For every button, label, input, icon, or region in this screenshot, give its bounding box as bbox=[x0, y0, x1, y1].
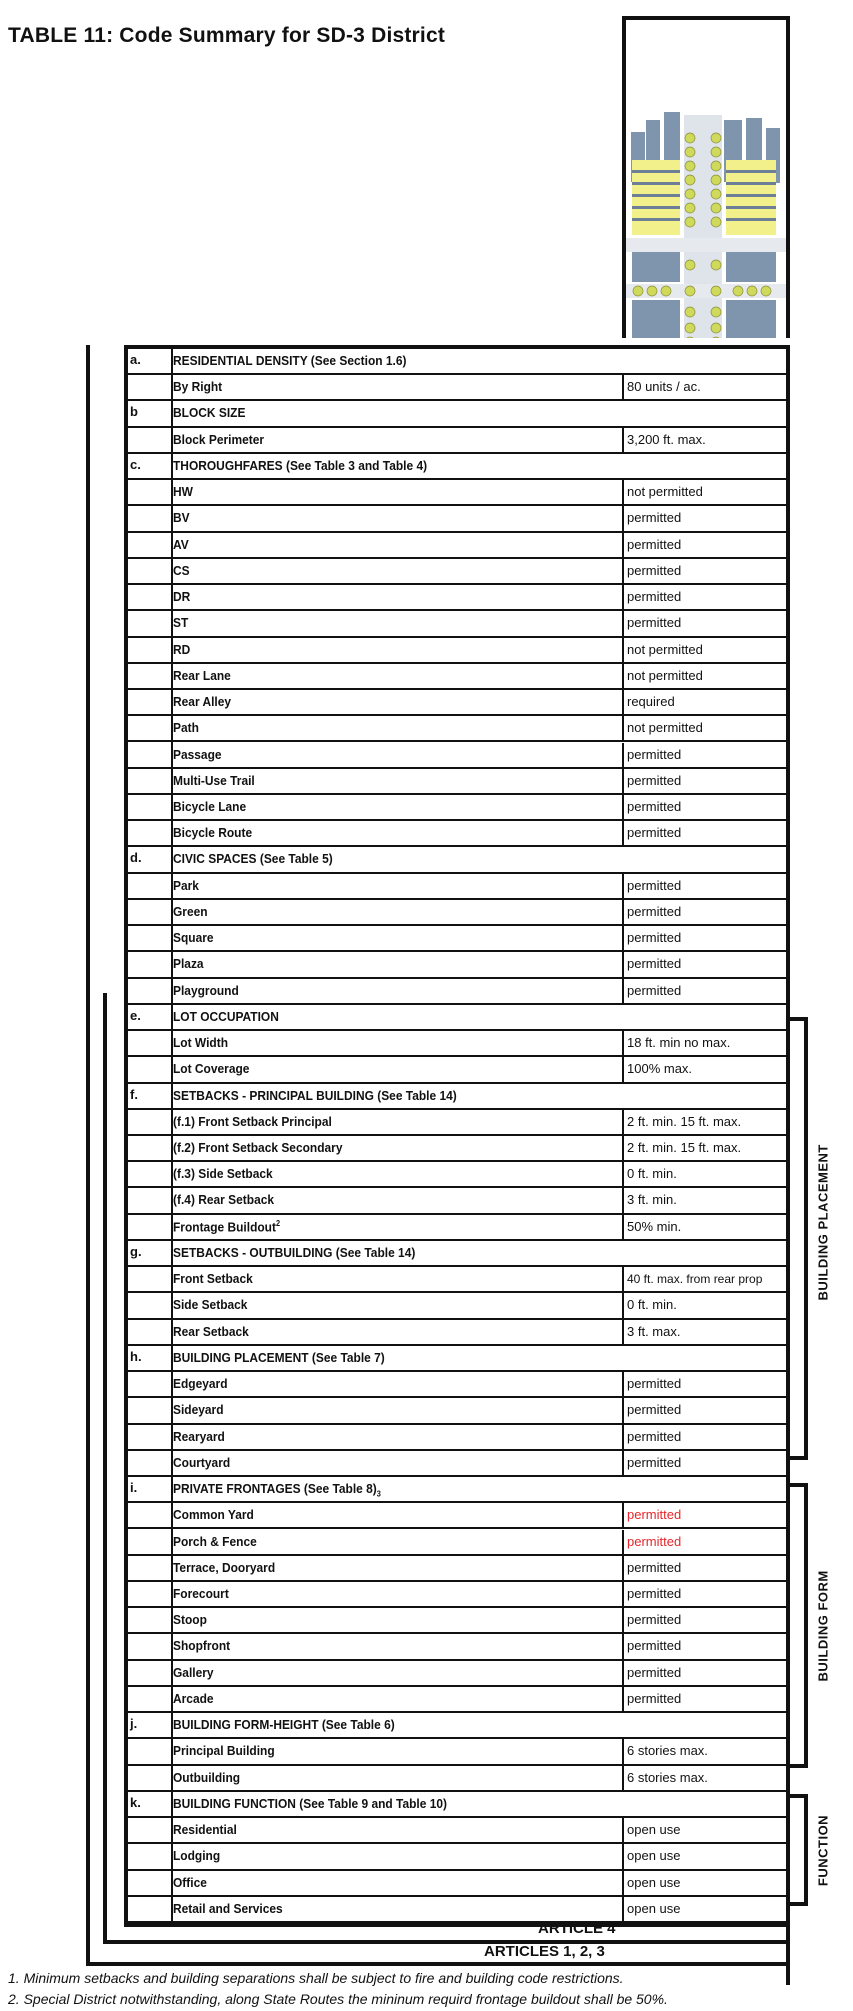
section-heading: PRIVATE FRONTAGES (See Table $8)_3$ bbox=[173, 1481, 381, 1499]
row-value: permitted bbox=[622, 611, 786, 635]
row-value: 3 ft. min. bbox=[622, 1188, 786, 1212]
table-row bbox=[128, 926, 786, 952]
row-value: permitted bbox=[622, 1582, 786, 1606]
row-label: Park bbox=[173, 877, 199, 893]
table-row bbox=[128, 1451, 786, 1477]
row-value: not permitted bbox=[622, 716, 786, 740]
row-label: Front Setback bbox=[173, 1271, 253, 1287]
row-label: By Right bbox=[173, 379, 223, 395]
row-value: 0 ft. min. bbox=[622, 1293, 786, 1317]
row-value: required bbox=[622, 690, 786, 714]
table-row bbox=[128, 1556, 786, 1582]
row-label: Bicycle Route bbox=[173, 825, 253, 841]
table-row bbox=[128, 1162, 786, 1188]
row-label: Square bbox=[173, 930, 214, 946]
table-row bbox=[128, 769, 786, 795]
table-row bbox=[128, 559, 786, 585]
row-value: 0 ft. min. bbox=[622, 1162, 786, 1186]
table-row bbox=[128, 1031, 786, 1057]
row-value: permitted bbox=[622, 1503, 786, 1527]
footnote-1: 1. Minimum setbacks and building separations shall be subject to fire and building code restrictions. bbox=[8, 1970, 624, 1986]
row-value: permitted bbox=[622, 926, 786, 950]
row-label: Frontage Buildout$^2$ bbox=[173, 1218, 281, 1235]
table-row bbox=[128, 1188, 786, 1214]
table-row bbox=[128, 1818, 786, 1844]
table-row bbox=[128, 1739, 786, 1765]
row-label: Sideyard bbox=[173, 1402, 224, 1418]
row-value: not permitted bbox=[622, 480, 786, 504]
function-bracket bbox=[788, 1794, 808, 1906]
table-row bbox=[128, 533, 786, 559]
row-label: Block Perimeter bbox=[173, 431, 265, 447]
footnote-2: 2. Special District notwithstanding, along State Routes the mininum requird frontage buildout shall be 50%. bbox=[8, 1991, 668, 2007]
table-row bbox=[128, 795, 786, 821]
section-heading-sub: 3 bbox=[376, 1489, 381, 1499]
row-value: permitted bbox=[622, 559, 786, 583]
table-row bbox=[128, 1503, 786, 1529]
row-label: AV bbox=[173, 536, 189, 552]
table-row bbox=[128, 1372, 786, 1398]
row-label: Courtyard bbox=[173, 1454, 231, 1470]
row-value: not permitted bbox=[622, 664, 786, 688]
row-label: Office bbox=[173, 1874, 207, 1890]
section-heading-row bbox=[128, 1346, 786, 1372]
row-label: Playground bbox=[173, 982, 239, 998]
row-value: permitted bbox=[622, 1556, 786, 1580]
row-label: Forecourt bbox=[173, 1585, 229, 1601]
row-value: permitted bbox=[622, 900, 786, 924]
code-summary-table bbox=[124, 345, 790, 1927]
row-value: permitted bbox=[622, 1687, 786, 1711]
articles-123-baseline bbox=[86, 1962, 790, 1966]
row-value: not permitted bbox=[622, 638, 786, 662]
section-heading: THOROUGHFARES (See Table 3 and Table 4) bbox=[173, 457, 428, 473]
row-value: permitted bbox=[622, 952, 786, 976]
table-row bbox=[128, 1687, 786, 1713]
row-value: 100% max. bbox=[622, 1057, 786, 1081]
row-value: 2 ft. min. 15 ft. max. bbox=[622, 1110, 786, 1134]
row-value: permitted bbox=[622, 533, 786, 557]
row-value: permitted bbox=[622, 1451, 786, 1475]
table-row bbox=[128, 480, 786, 506]
function-label: FUNCTION bbox=[815, 1814, 831, 1887]
section-letter: d. bbox=[130, 850, 142, 866]
table-row bbox=[128, 874, 786, 900]
row-label: (f.3) Side Setback bbox=[173, 1166, 273, 1182]
row-value: open use bbox=[622, 1844, 786, 1868]
table-row bbox=[128, 1530, 786, 1556]
row-value: permitted bbox=[622, 874, 786, 898]
row-label: (f.4) Rear Setback bbox=[173, 1192, 275, 1208]
table-row bbox=[128, 1661, 786, 1687]
row-label: Shopfront bbox=[173, 1638, 231, 1654]
table-row bbox=[128, 690, 786, 716]
table-row bbox=[128, 1766, 786, 1792]
section-heading-row bbox=[128, 1792, 786, 1818]
section-heading-row bbox=[128, 1713, 786, 1739]
page-title: TABLE 11: Code Summary for SD-3 District bbox=[8, 24, 446, 47]
table-row bbox=[128, 611, 786, 637]
row-label: Outbuilding bbox=[173, 1769, 241, 1785]
row-label: Rear Lane bbox=[173, 667, 231, 683]
row-label: CS bbox=[173, 562, 190, 578]
row-label: Residential bbox=[173, 1822, 237, 1838]
row-value: 80 units / ac. bbox=[622, 375, 786, 399]
row-value: 2 ft. min. 15 ft. max. bbox=[622, 1136, 786, 1160]
articles-123-bracket bbox=[86, 345, 90, 1965]
row-label: Lodging bbox=[173, 1848, 221, 1864]
building-placement-label: BUILDING PLACEMENT bbox=[815, 1144, 831, 1301]
row-label: Plaza bbox=[173, 956, 204, 972]
row-label: BV bbox=[173, 510, 190, 526]
row-value: permitted bbox=[622, 1372, 786, 1396]
row-value: permitted bbox=[622, 1634, 786, 1658]
table-row bbox=[128, 979, 786, 1005]
row-value: 6 stories max. bbox=[622, 1739, 786, 1763]
row-label-sup: 2 bbox=[275, 1218, 281, 1228]
building-placement-bracket bbox=[788, 1017, 808, 1460]
table-row bbox=[128, 821, 786, 847]
row-label: Principal Building bbox=[173, 1743, 275, 1759]
section-heading: CIVIC SPACES (See Table 5) bbox=[173, 851, 333, 867]
table-row bbox=[128, 1267, 786, 1293]
row-label: Common Yard bbox=[173, 1507, 254, 1523]
row-value: 3,200 ft. max. bbox=[622, 428, 786, 452]
table-row bbox=[128, 1136, 786, 1162]
table-row bbox=[128, 1425, 786, 1451]
row-value: 18 ft. min no max. bbox=[622, 1031, 786, 1055]
row-label: DR bbox=[173, 589, 191, 605]
row-label: Terrace, Dooryard bbox=[173, 1559, 276, 1575]
table-row bbox=[128, 1057, 786, 1083]
article-4-bracket bbox=[103, 993, 107, 1943]
table-row bbox=[128, 716, 786, 742]
section-heading: SETBACKS - PRINCIPAL BUILDING (See Table 14) bbox=[173, 1087, 457, 1103]
table-row bbox=[128, 506, 786, 532]
row-label: Lot Width bbox=[173, 1035, 229, 1051]
row-label: Path bbox=[173, 720, 199, 736]
section-heading: BLOCK SIZE bbox=[173, 405, 246, 421]
section-heading: BUILDING PLACEMENT (See Table 7) bbox=[173, 1349, 385, 1365]
row-label: Retail and Services bbox=[173, 1900, 283, 1916]
row-label: (f.2) Front Setback Secondary bbox=[173, 1140, 343, 1155]
table-row bbox=[128, 664, 786, 690]
row-label: Passage bbox=[173, 746, 222, 762]
table-row bbox=[128, 1871, 786, 1897]
row-label: RD bbox=[173, 641, 191, 657]
table-row bbox=[128, 1897, 786, 1923]
section-heading: RESIDENTIAL DENSITY (See Section 1.6) bbox=[173, 353, 407, 368]
section-heading-row bbox=[128, 1005, 786, 1031]
section-heading: SETBACKS - OUTBUILDING (See Table 14) bbox=[173, 1244, 416, 1260]
row-value: permitted bbox=[622, 1530, 786, 1554]
row-value: permitted bbox=[622, 979, 786, 1003]
section-letter: g. bbox=[130, 1243, 142, 1259]
section-heading-row bbox=[128, 454, 786, 480]
row-label: Porch & Fence bbox=[173, 1533, 257, 1549]
row-label: Stoop bbox=[173, 1612, 207, 1628]
row-label: ST bbox=[173, 615, 189, 631]
table-right-extension bbox=[786, 1925, 790, 1985]
row-label: HW bbox=[173, 484, 193, 500]
table-row bbox=[128, 428, 786, 454]
table-row bbox=[128, 1215, 786, 1241]
table-row bbox=[128, 952, 786, 978]
articles-123-label: ARTICLES 1, 2, 3 bbox=[484, 1943, 605, 1960]
table-row bbox=[128, 1320, 786, 1346]
section-letter: i. bbox=[130, 1480, 138, 1496]
row-label: Multi-Use Trail bbox=[173, 772, 255, 788]
row-value: permitted bbox=[622, 769, 786, 793]
row-label: Edgeyard bbox=[173, 1376, 228, 1392]
row-label: Gallery bbox=[173, 1664, 214, 1680]
section-letter: j. bbox=[130, 1716, 138, 1732]
row-value: 6 stories max. bbox=[622, 1766, 786, 1790]
row-value: permitted bbox=[622, 506, 786, 530]
row-value: 3 ft. max. bbox=[622, 1320, 786, 1344]
row-label: Rear Alley bbox=[173, 694, 232, 710]
row-label: Bicycle Lane bbox=[173, 798, 247, 814]
section-letter: a. bbox=[130, 352, 141, 367]
row-value: open use bbox=[622, 1818, 786, 1842]
row-value: permitted bbox=[622, 1661, 786, 1685]
row-label: Arcade bbox=[173, 1690, 214, 1706]
row-label: Rear Setback bbox=[173, 1323, 249, 1339]
district-plan-graphic bbox=[626, 20, 786, 338]
district-illustration bbox=[622, 16, 790, 338]
article-4-baseline bbox=[103, 1940, 790, 1944]
section-letter: h. bbox=[130, 1348, 142, 1364]
row-label: Green bbox=[173, 903, 208, 919]
row-label: (f.1) Front Setback Principal bbox=[173, 1113, 332, 1129]
section-heading-row bbox=[128, 401, 786, 427]
section-heading-row bbox=[128, 1084, 786, 1110]
row-value: 40 ft. max. from rear prop bbox=[622, 1267, 786, 1291]
section-heading: BUILDING FUNCTION (See Table 9 and Table 10) bbox=[173, 1795, 448, 1811]
row-label: Rearyard bbox=[173, 1428, 225, 1444]
row-value: open use bbox=[622, 1871, 786, 1895]
table-row bbox=[128, 638, 786, 664]
table-row bbox=[128, 585, 786, 611]
row-value: permitted bbox=[622, 743, 786, 767]
section-letter: c. bbox=[130, 456, 141, 472]
table-row bbox=[128, 1110, 786, 1136]
row-label: Lot Coverage bbox=[173, 1061, 250, 1077]
section-heading-row bbox=[128, 847, 786, 873]
table-row bbox=[128, 900, 786, 926]
section-heading-row bbox=[128, 1477, 786, 1503]
section-heading: BUILDING FORM-HEIGHT (See Table 6) bbox=[173, 1717, 395, 1733]
table-row bbox=[128, 1634, 786, 1660]
row-value: permitted bbox=[622, 821, 786, 845]
section-letter: k. bbox=[130, 1794, 141, 1810]
table-row bbox=[128, 375, 786, 401]
building-form-bracket bbox=[788, 1483, 808, 1768]
section-letter: b bbox=[130, 404, 138, 420]
table-row bbox=[128, 743, 786, 769]
row-value: permitted bbox=[622, 1398, 786, 1422]
table-row bbox=[128, 1844, 786, 1870]
row-label: Side Setback bbox=[173, 1297, 248, 1313]
section-heading: LOT OCCUPATION bbox=[173, 1008, 279, 1024]
row-value: permitted bbox=[622, 585, 786, 609]
row-value: permitted bbox=[622, 795, 786, 819]
table-row bbox=[128, 1582, 786, 1608]
row-value: 50% min. bbox=[622, 1215, 786, 1239]
row-value: open use bbox=[622, 1897, 786, 1921]
article-4-label: ARTICLE 4 bbox=[538, 1920, 616, 1937]
row-value: permitted bbox=[622, 1608, 786, 1632]
section-letter: f. bbox=[130, 1086, 138, 1102]
table-row bbox=[128, 1293, 786, 1319]
table-row bbox=[128, 1608, 786, 1634]
table-row bbox=[128, 1398, 786, 1424]
row-value: permitted bbox=[622, 1425, 786, 1449]
building-form-label: BUILDING FORM bbox=[815, 1570, 831, 1682]
section-letter: e. bbox=[130, 1007, 141, 1023]
section-heading-row bbox=[128, 349, 786, 375]
section-heading-row bbox=[128, 1241, 786, 1267]
